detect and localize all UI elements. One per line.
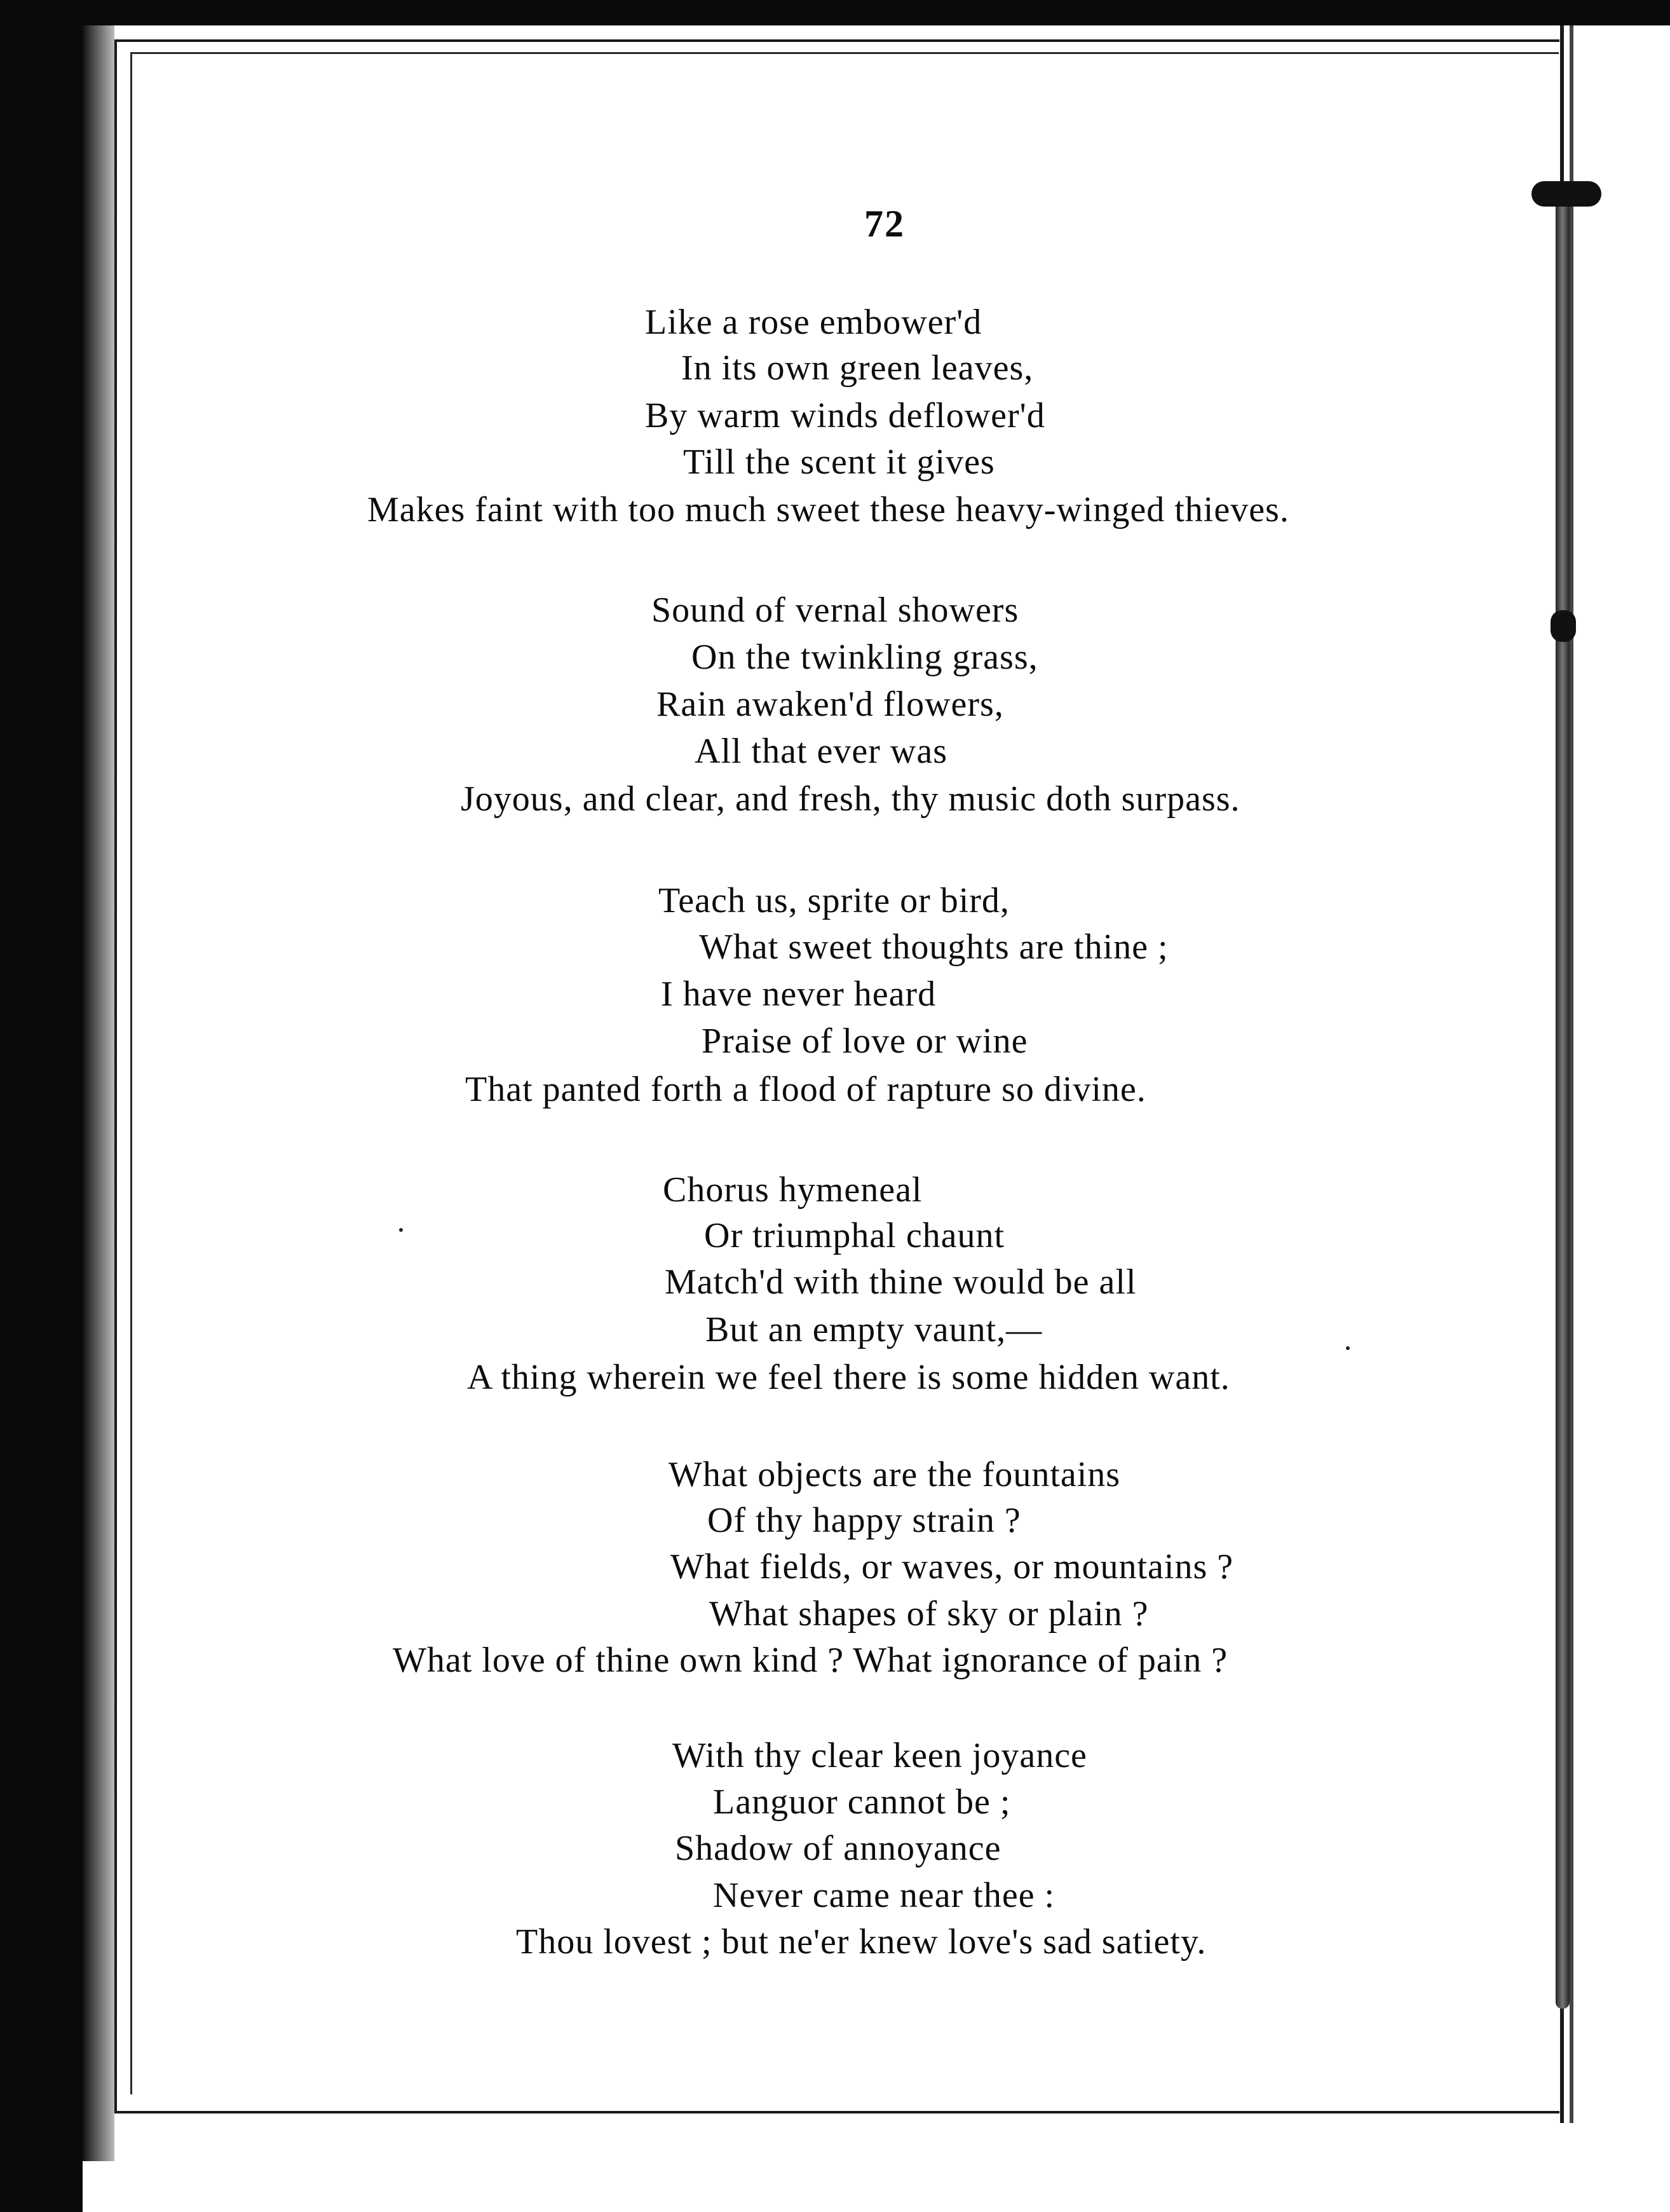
poem-line: By warm winds deflower'd — [645, 396, 1045, 435]
scan-speck — [1346, 1346, 1350, 1350]
page-stack-shadow — [83, 25, 114, 2161]
poem-line: With thy clear keen joyance — [672, 1736, 1087, 1775]
poem-line: What sweet thoughts are thine ; — [699, 927, 1169, 967]
poem-line: Match'd with thine would be all — [665, 1262, 1137, 1302]
poem-line: Till the scent it gives — [683, 442, 995, 482]
poem-line: All that ever was — [695, 732, 947, 771]
poem-line: What shapes of sky or plain ? — [709, 1594, 1149, 1634]
poem-line: Sound of vernal showers — [651, 591, 1019, 630]
poem-line: What objects are the fountains — [669, 1455, 1121, 1494]
poem-line: Or triumphal chaunt — [704, 1216, 1005, 1255]
page-number: 72 — [864, 203, 905, 245]
poem-line: I have never heard — [661, 974, 937, 1014]
binding-strap — [1556, 191, 1570, 2009]
poem-line: What fields, or waves, or mountains ? — [670, 1547, 1234, 1587]
poem-line: Joyous, and clear, and fresh, thy music doth surpass. — [461, 779, 1240, 819]
poem-line: Shadow of annoyance — [675, 1829, 1001, 1868]
poem-line: Languor cannot be ; — [713, 1782, 1011, 1822]
poem-line: Like a rose embower'd — [645, 303, 982, 342]
scan-border-top — [0, 0, 1670, 25]
poem-line: But an empty vaunt,— — [705, 1310, 1043, 1349]
poem-line: Rain awaken'd flowers, — [656, 685, 1004, 724]
right-page-fold — [1570, 25, 1573, 2123]
poem-line: Thou lovest ; but ne'er knew love's sad satiety. — [516, 1922, 1207, 1962]
poem-line: Never came near thee : — [713, 1876, 1056, 1915]
binding-clasp-top — [1531, 181, 1601, 207]
poem-line: On the twinkling grass, — [691, 638, 1038, 677]
poem-line: Of thy happy strain ? — [707, 1501, 1021, 1540]
poem-line: Praise of love or wine — [702, 1021, 1028, 1061]
poem-line: What love of thine own kind ? What ignorance of pain ? — [393, 1641, 1228, 1680]
scan-border-left — [0, 0, 83, 2212]
binding-clasp-middle — [1551, 610, 1576, 642]
scan-speck — [399, 1228, 403, 1232]
poem-line: A thing wherein we feel there is some hidden want. — [467, 1358, 1230, 1397]
poem-line: In its own green leaves, — [681, 348, 1034, 388]
poem-line: Teach us, sprite or bird, — [658, 881, 1010, 920]
poem-line: That panted forth a flood of rapture so divine. — [465, 1070, 1146, 1109]
poem-line: Chorus hymeneal — [663, 1170, 923, 1210]
poem-line: Makes faint with too much sweet these heavy-winged thieves. — [367, 490, 1289, 529]
